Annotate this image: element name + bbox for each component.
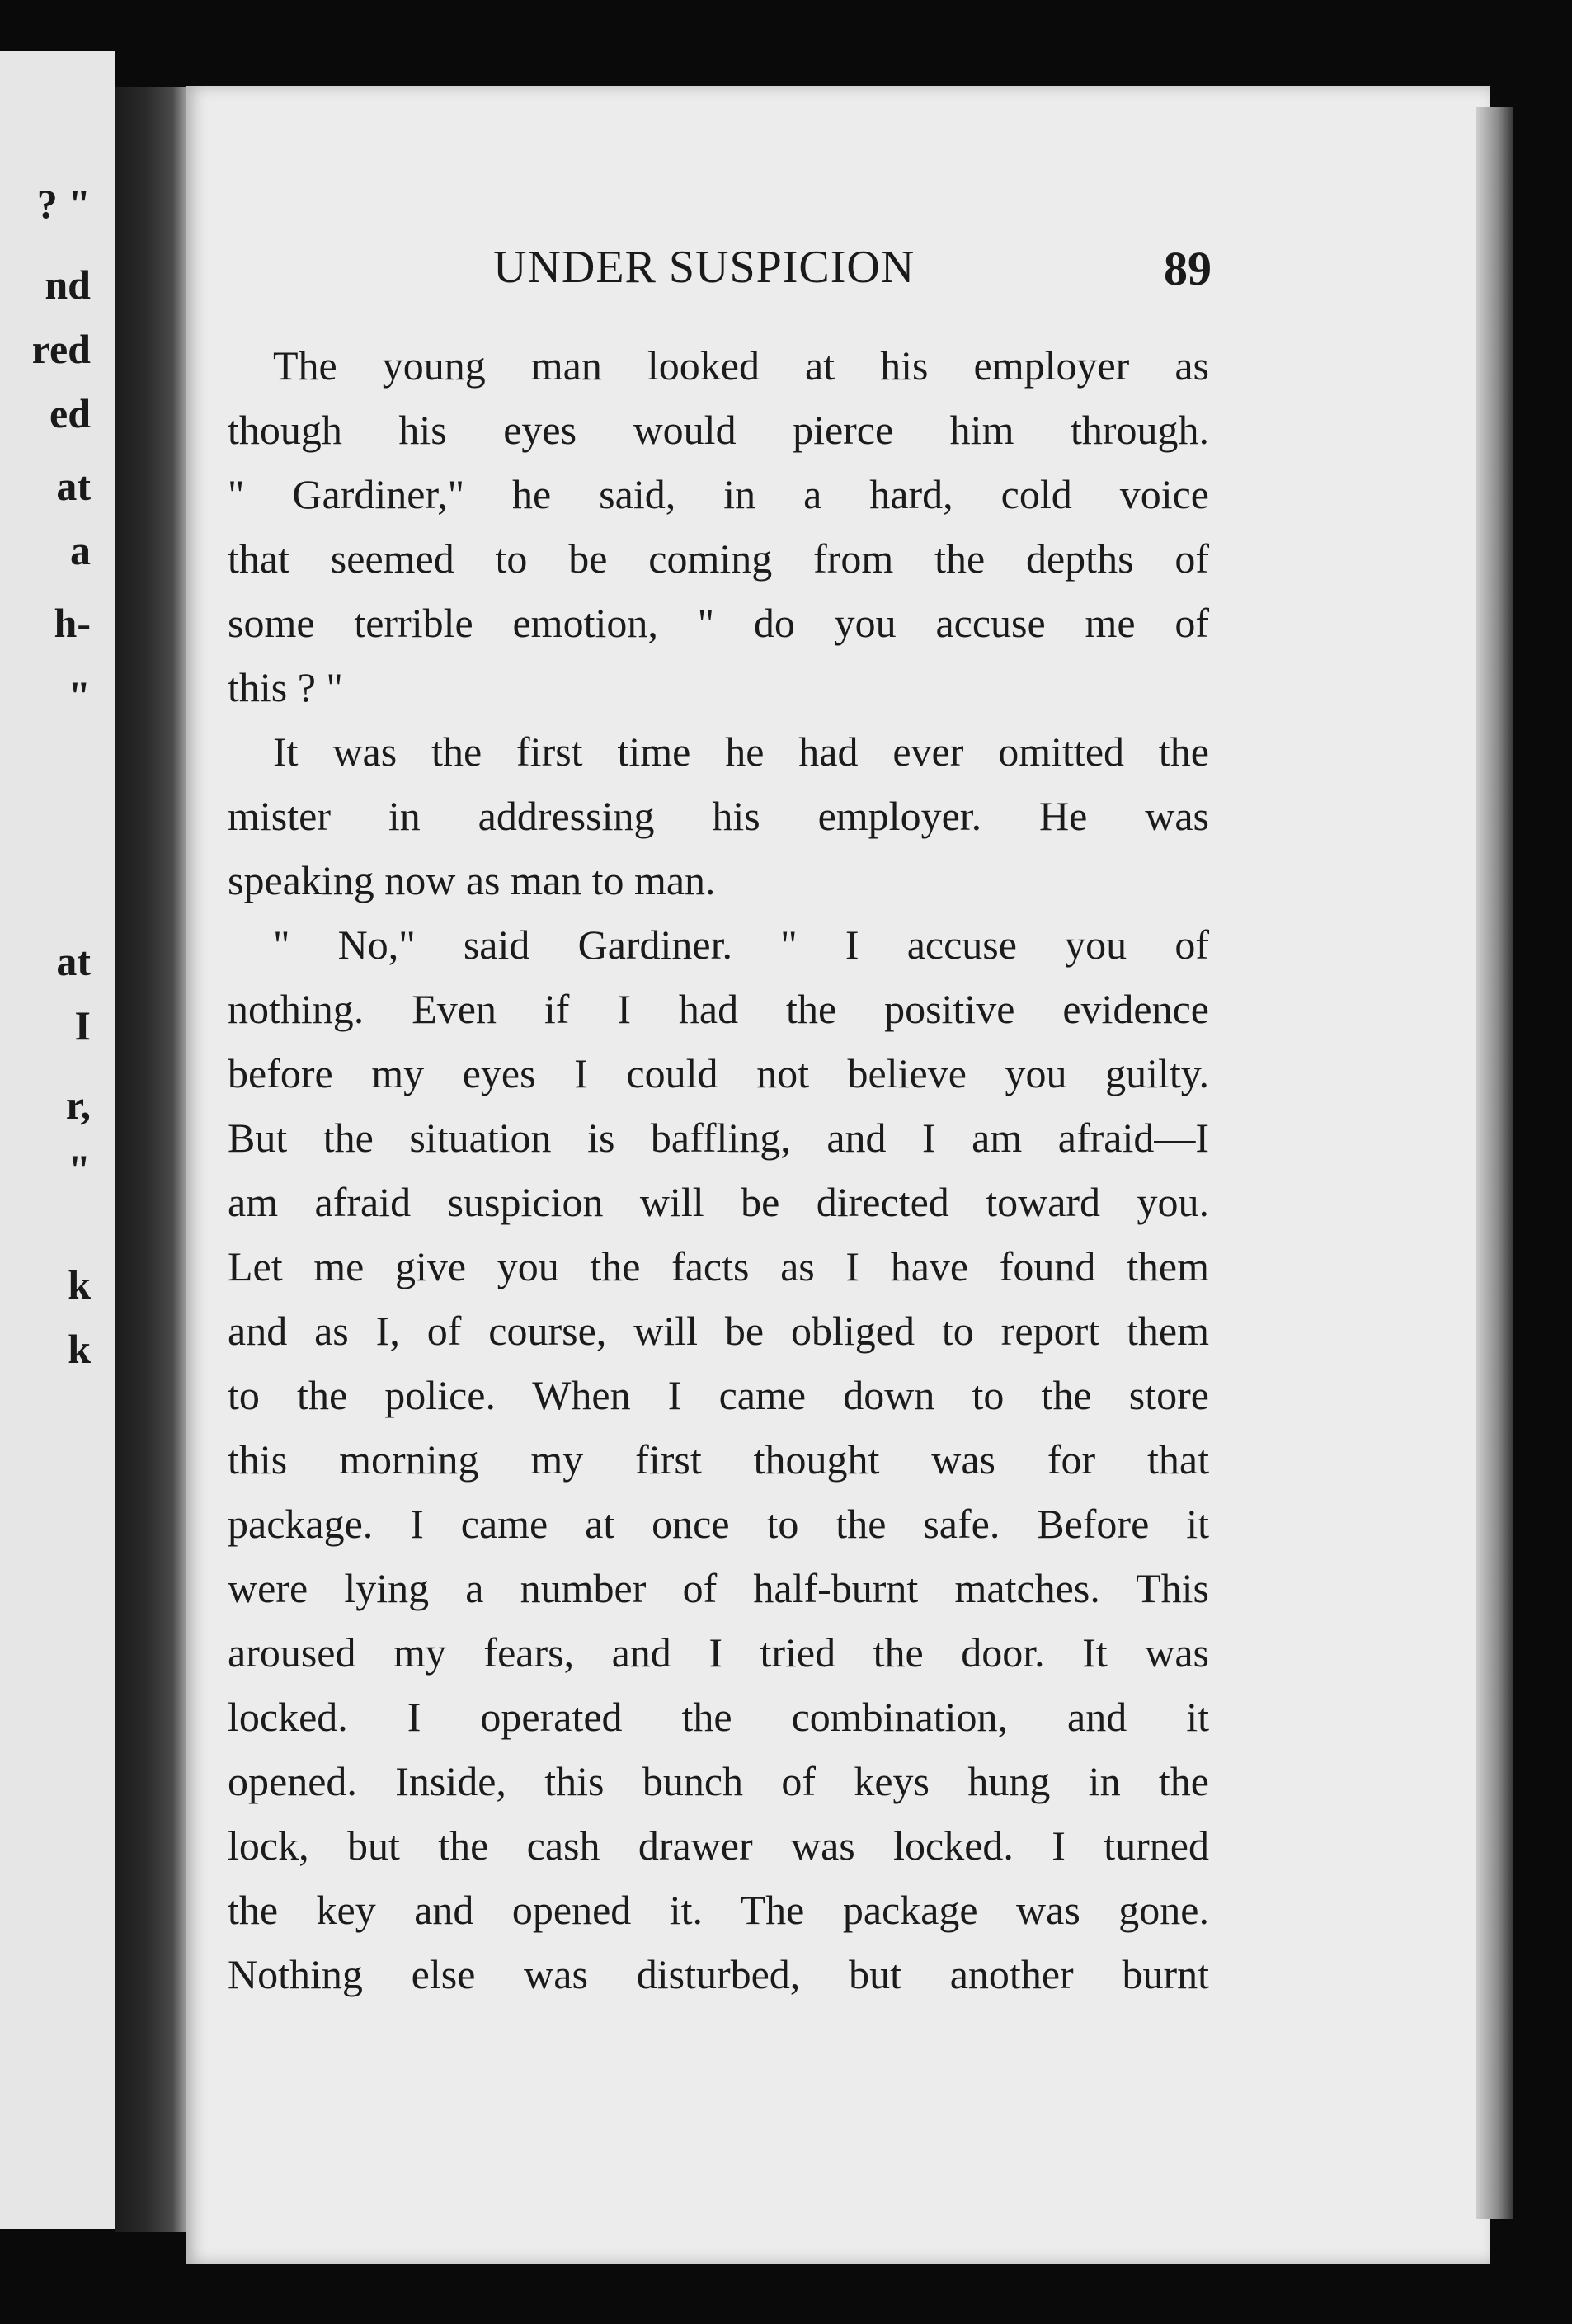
text-line: speaking now as man to man. bbox=[228, 857, 716, 903]
book-gutter bbox=[115, 87, 191, 2232]
page-number: 89 bbox=[1164, 242, 1212, 295]
text-line: Let me give you the facts as I have found them bbox=[228, 1243, 1209, 1289]
text-line: some terrible emotion, " do you accuse me of bbox=[228, 600, 1209, 646]
page-stack-edge bbox=[1476, 107, 1513, 2219]
text-line: It was the first time he had ever omitted the bbox=[273, 728, 1209, 775]
text-line: locked. I operated the combination, and it bbox=[228, 1694, 1209, 1740]
text-line: nothing. Even if I had the positive evidence bbox=[228, 986, 1209, 1032]
left-page-fragment: nd bbox=[45, 262, 91, 308]
left-page-fragment: I bbox=[74, 1002, 91, 1049]
left-page-fragment: h- bbox=[54, 600, 91, 646]
left-page-fragment: at bbox=[56, 463, 91, 509]
text-line: the key and opened it. The package was gone. bbox=[228, 1887, 1209, 1933]
body-text bbox=[228, 333, 1209, 2006]
left-page-fragment: k bbox=[68, 1326, 91, 1372]
text-line: to the police. When I came down to the store bbox=[228, 1372, 1209, 1418]
left-page-fragment: r, bbox=[65, 1082, 91, 1128]
text-line: this morning my first thought was for that bbox=[228, 1436, 1209, 1483]
text-line: But the situation is baffling, and I am afraid—I bbox=[228, 1115, 1209, 1161]
left-page-fragment: ? " bbox=[36, 181, 91, 227]
left-page-fragment: red bbox=[31, 326, 91, 372]
running-head bbox=[186, 241, 1490, 307]
running-title: UNDER SUSPICION bbox=[493, 242, 915, 293]
text-line: aroused my fears, and I tried the door. It was bbox=[228, 1629, 1209, 1676]
left-page-fragment: k bbox=[68, 1261, 91, 1308]
left-page-fragment: " bbox=[68, 672, 91, 719]
text-line: Nothing else was disturbed, but another burnt bbox=[228, 1951, 1209, 1997]
book-page bbox=[186, 86, 1490, 2264]
previous-page-sliver bbox=[0, 51, 115, 2229]
left-page-fragment: a bbox=[70, 527, 91, 573]
text-line: though his eyes would pierce him through. bbox=[228, 407, 1209, 453]
left-page-fragment: ed bbox=[49, 390, 91, 436]
left-page-fragment: at bbox=[56, 938, 91, 984]
text-line: package. I came at once to the safe. Before it bbox=[228, 1501, 1209, 1547]
text-line: were lying a number of half-burnt matches. This bbox=[228, 1565, 1209, 1611]
text-line: this ? " bbox=[228, 664, 343, 710]
text-line: that seemed to be coming from the depths of bbox=[228, 535, 1209, 582]
text-line: opened. Inside, this bunch of keys hung in the bbox=[228, 1758, 1209, 1804]
text-line: before my eyes I could not believe you guilty. bbox=[228, 1050, 1209, 1096]
text-line: mister in addressing his employer. He was bbox=[228, 793, 1209, 839]
text-line: and as I, of course, will be obliged to report them bbox=[228, 1308, 1209, 1354]
left-page-fragment: " bbox=[68, 1146, 91, 1192]
text-line: " No," said Gardiner. " I accuse you of bbox=[273, 922, 1209, 968]
text-line: The young man looked at his employer as bbox=[273, 342, 1209, 389]
text-line: am afraid suspicion will be directed toward you. bbox=[228, 1179, 1209, 1225]
text-line: lock, but the cash drawer was locked. I turned bbox=[228, 1822, 1209, 1869]
text-line: " Gardiner," he said, in a hard, cold voice bbox=[228, 471, 1209, 517]
